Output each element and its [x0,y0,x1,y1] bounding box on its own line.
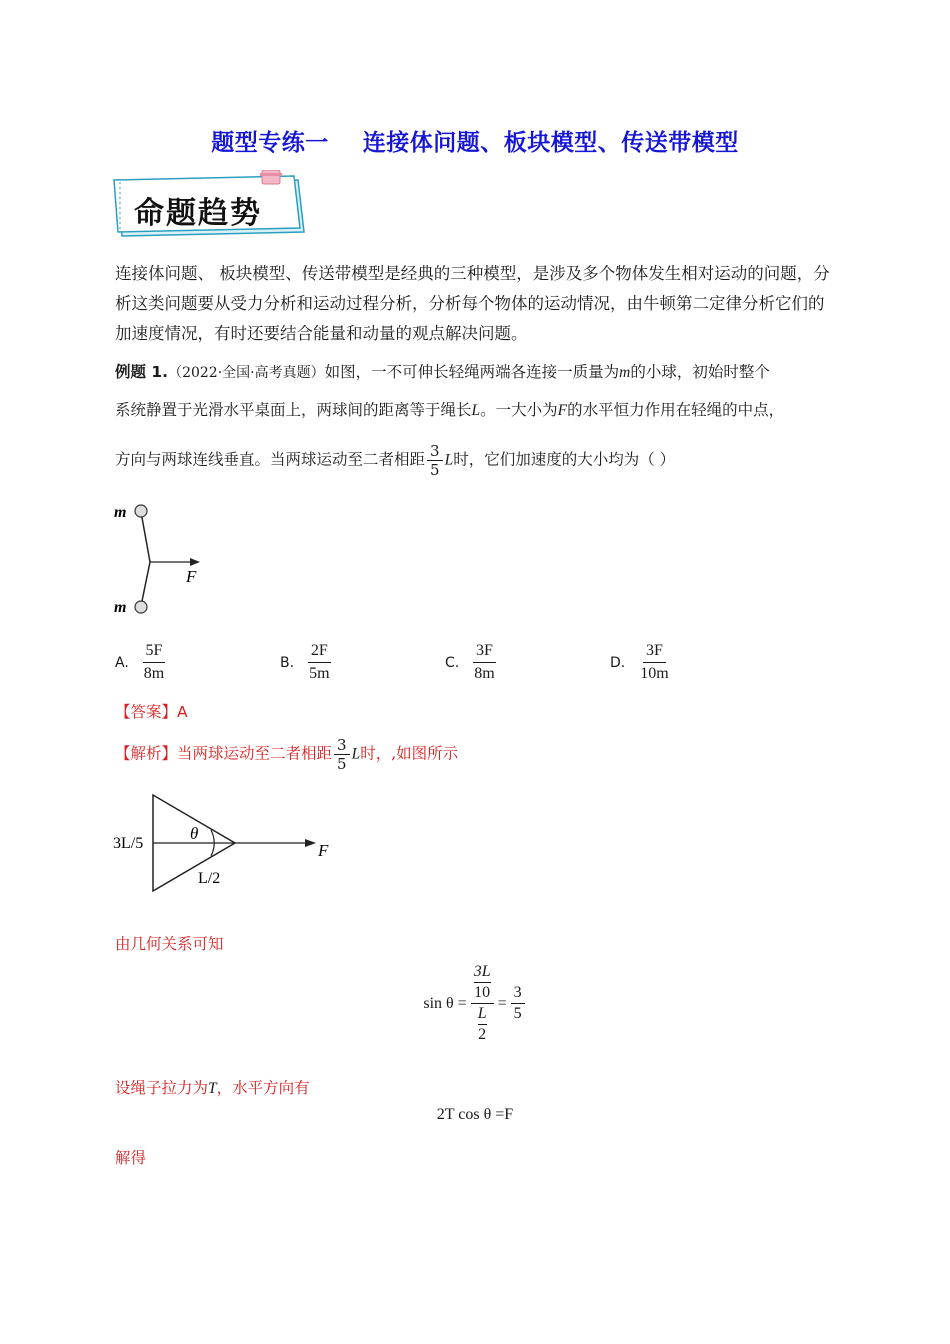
option-c[interactable]: C. $\frac{3F}{8m}$ [445,642,495,682]
analysis-tag: 【解析】 [115,744,178,763]
example-label: 例题 1. [115,363,169,381]
figure-2 [110,790,340,900]
ball-bottom [135,601,147,613]
rope-top [141,512,150,562]
page-title: 题型专练一 连接体问题、板块模型、传送带模型 [211,130,739,156]
label-F: F [186,567,197,586]
intro-paragraph: 连接体问题、 板块模型、传送带模型是经典的三种模型，是涉及多个物体发生相对运动的问题，分析这类问题要从受力分析和运动过程分析，分析每个物体的运动情况，由牛顿第二定律分析它们的加速度情况，有时还要结合能量和动量的观点解决问题。 [115,264,830,343]
equation-1: sin θ = 3L 10 L 2 = $\frac{3}{5}$ [0,962,950,1045]
option-a[interactable]: A. $\frac{5F}{8m}$ [115,642,165,682]
banner-text: 命题趋势 [134,196,262,231]
label-L-2: L/2 [198,870,221,887]
geometry-text: 由几何关系可知 [115,935,224,953]
equation-2: 2T cos θ =F [436,1106,514,1123]
answer-value: A [177,703,188,721]
rope-bottom [141,562,150,606]
option-d[interactable]: D. $\frac{3F}{10m}$ [610,642,669,682]
answer-tag: 【答案】 [115,703,178,721]
example-line-3: 方向与两球连线垂直。当两球运动至二者相距 $\frac{3}{5}$ L时，它们加速度的大小均为（ ） [115,442,676,479]
option-b[interactable]: B. $\frac{2F}{5m}$ [280,642,330,682]
figure-1 [110,498,210,618]
example-source: （2022·全国·高考真题） [168,365,325,381]
example-line-1: 例题 1.（2022·全国·高考真题）如图，一不可伸长轻绳两端各连接一质量为m的小球，初始时整个 [115,363,770,381]
label-F2: F [318,841,329,860]
label-3L-5: 3L/5 [113,835,144,852]
example-line-2: 系统静置于光滑水平桌面上，两球间的距离等于绳长L。一大小为F的水平恒力作用在轻绳的中点， [115,401,785,419]
tension-text: 设绳子拉力为T，水平方向有 [115,1079,310,1097]
analysis-line: 【解析】当两球运动至二者相距 $\frac{3}{5}$ L时，,如图所示 [115,736,459,773]
solve-text: 解得 [115,1149,147,1167]
fraction-3-5: $\frac{3}{5}$ [427,442,443,479]
section-banner [112,170,312,242]
answer-line [115,700,188,722]
label-m-top: m [114,504,127,521]
label-m-bottom: m [114,599,127,616]
clip-icon [262,170,280,184]
label-theta: θ [190,824,199,843]
ball-top [135,505,147,517]
